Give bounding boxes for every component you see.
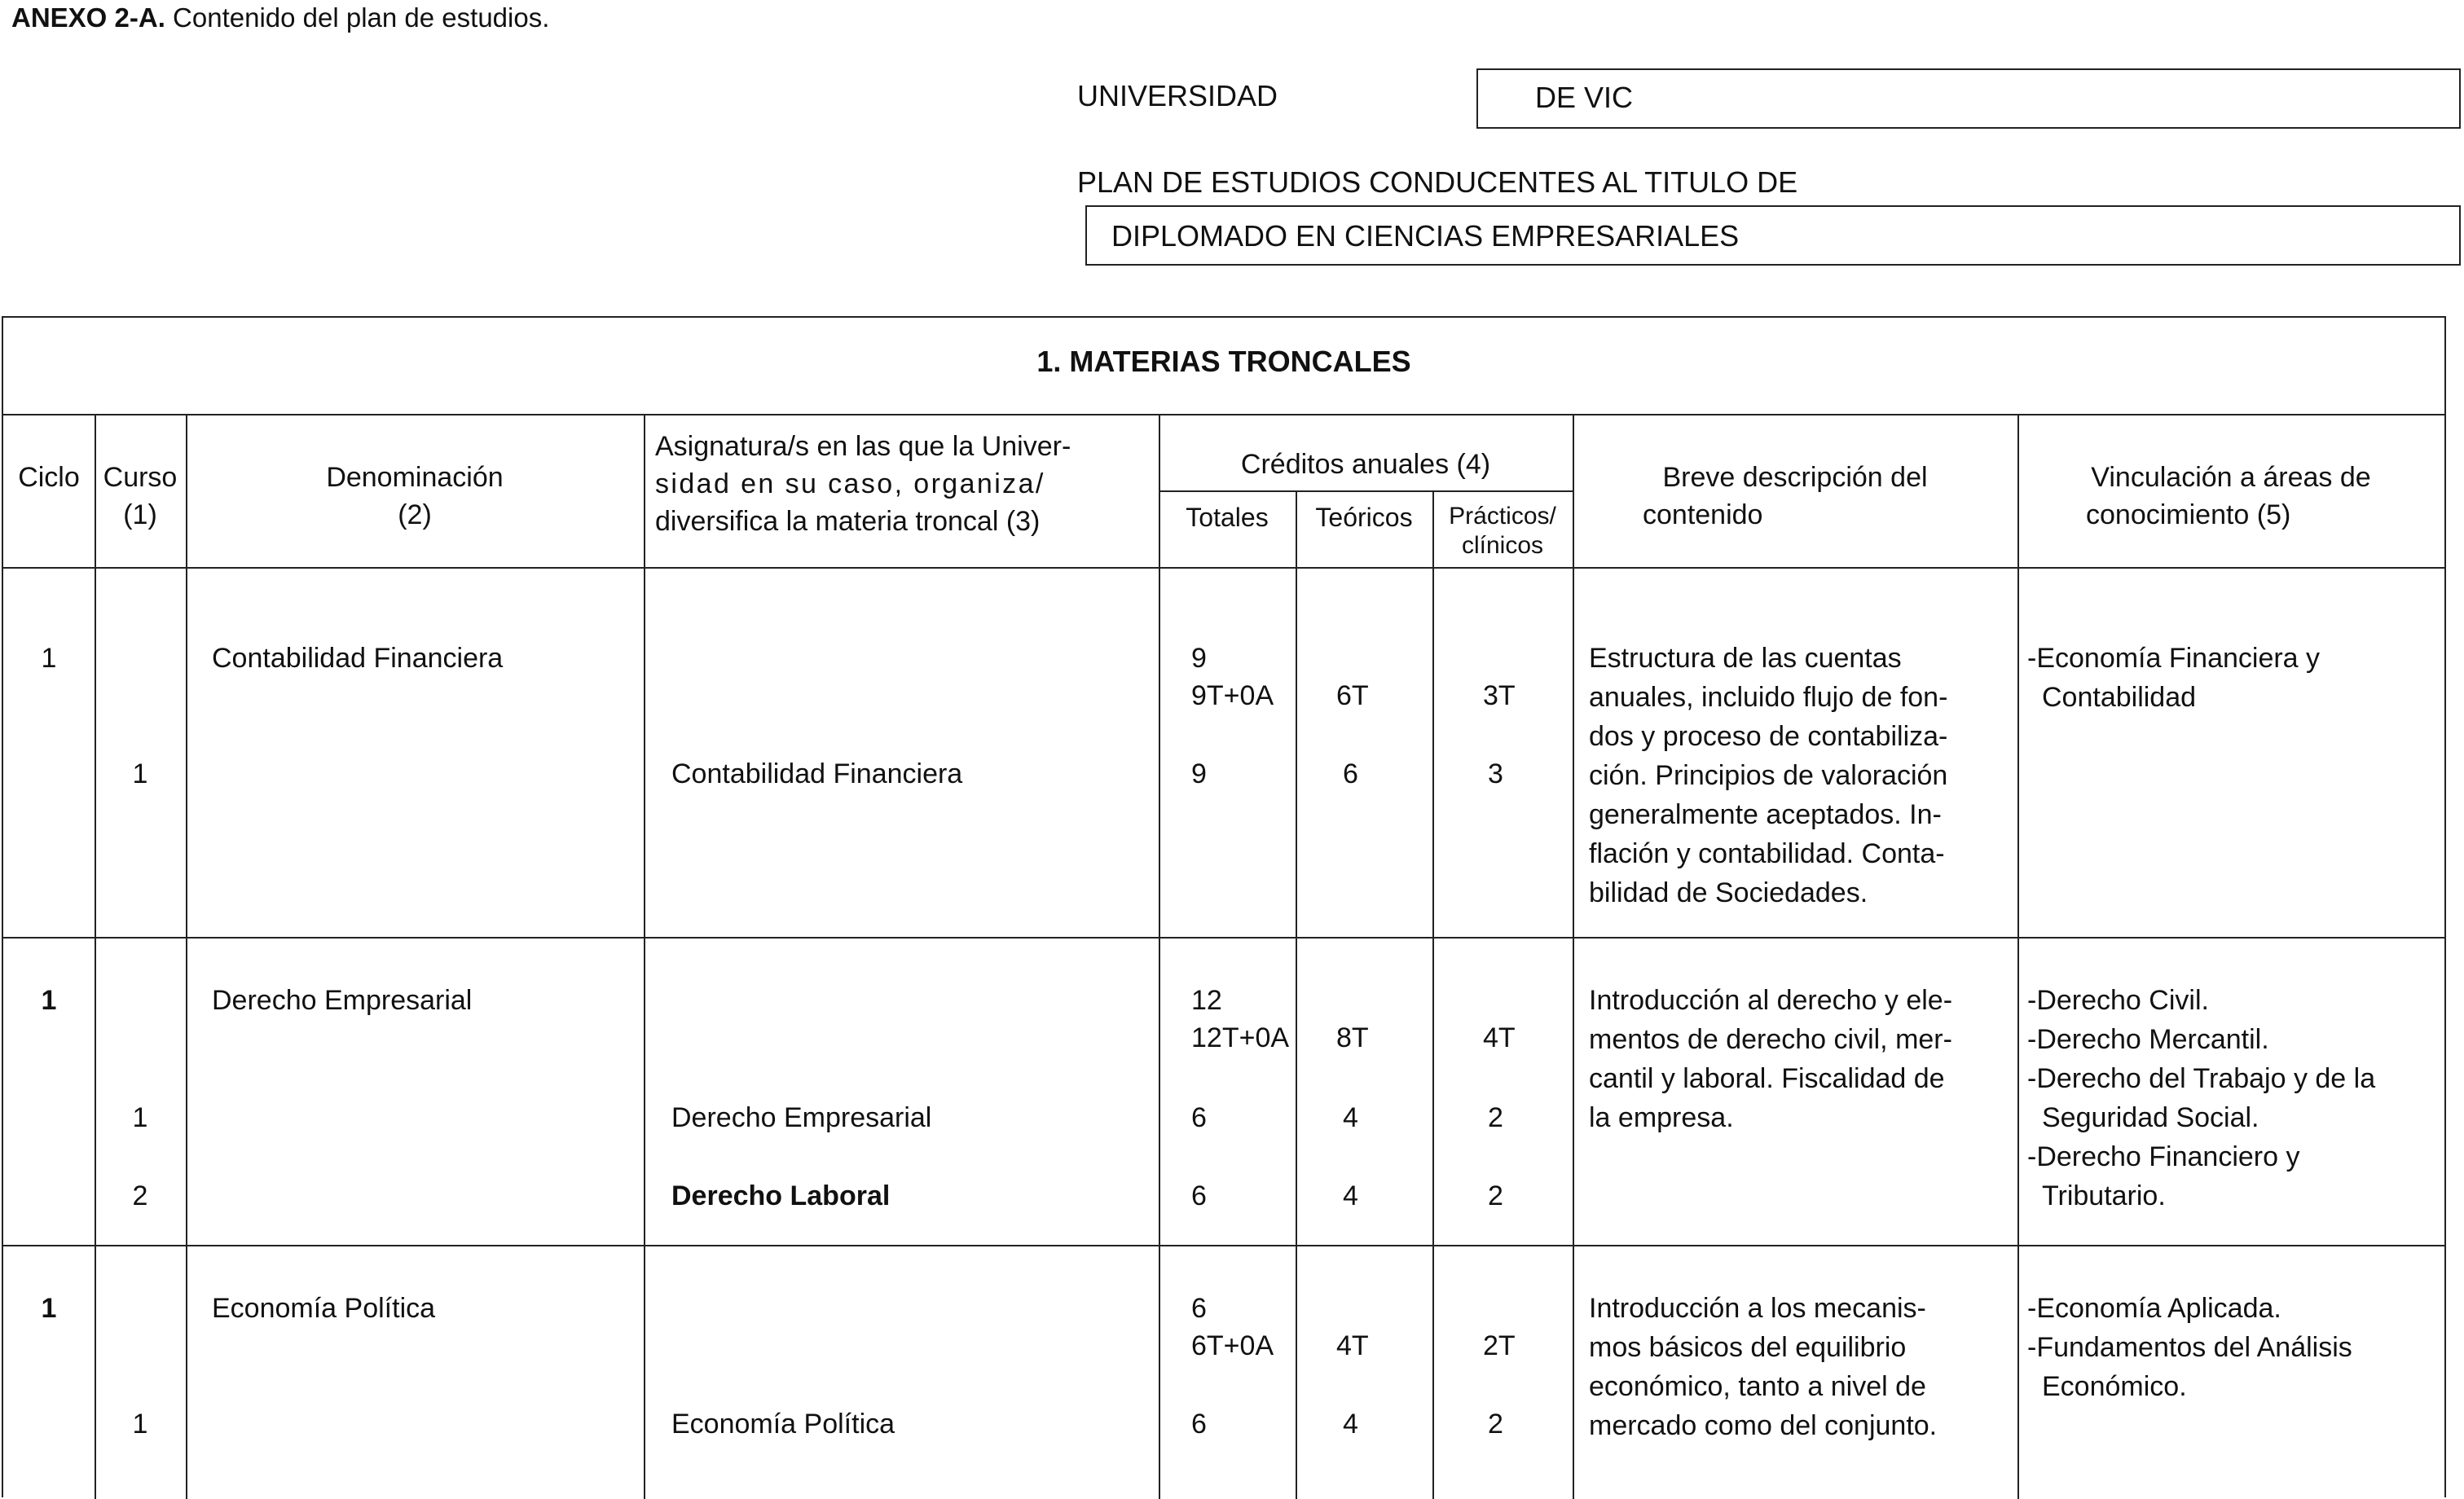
row2-descripcion (1589, 981, 2004, 1137)
col-rule-practicos (1573, 414, 1574, 1499)
row1-area-line: Contabilidad (2042, 682, 2197, 713)
col-rule-ciclo (95, 414, 96, 1499)
row1-sub1-totales: 9 (1191, 758, 1207, 789)
row1-desc-line: bilidad de Sociedades. (1589, 877, 1868, 908)
university-label: UNIVERSIDAD (1077, 79, 1278, 112)
row2-sub1-practicos: 2 (1488, 1102, 1503, 1133)
row3-sub1-asignatura: Economía Política (671, 1409, 895, 1440)
row3-descripcion (1589, 1289, 2004, 1445)
row-divider-2 (3, 1245, 2444, 1246)
row2-total-a: 12 (1191, 985, 1222, 1016)
row1-denominacion: Contabilidad Financiera (212, 643, 504, 674)
header-asignatura-line1: Asignatura/s en las que la Univer- (655, 431, 1071, 462)
row1-sub1-asignatura: Contabilidad Financiera (671, 758, 963, 789)
header-asignatura-line2: sidad en su caso, organiza/ (655, 468, 1045, 499)
header-clinicos: clínicos (1461, 532, 1544, 559)
row2-areas (2027, 981, 2375, 1215)
header-vinculacion-note: conocimiento (5) (2086, 499, 2291, 530)
row1-total-b: 9T+0A (1191, 680, 1274, 711)
row1-sub1-teoricos: 6 (1343, 758, 1358, 789)
row3-practicos: 2T (1483, 1330, 1516, 1361)
header-totales: Totales (1186, 503, 1269, 532)
row3-areas (2027, 1289, 2352, 1406)
header-denominacion-note: (2) (398, 499, 432, 530)
row3-total-b: 6T+0A (1191, 1330, 1274, 1361)
row2-area-line: Tributario. (2042, 1180, 2166, 1211)
row2-area-line: -Derecho del Trabajo y de la (2027, 1063, 2376, 1094)
degree-value: DIPLOMADO EN CIENCIAS EMPRESARIALES (1111, 219, 1740, 253)
row2-sub1-teoricos: 4 (1343, 1102, 1358, 1133)
header-top-rule (3, 414, 2444, 415)
header-curso-note: (1) (123, 499, 157, 530)
row2-sub1-curso: 1 (132, 1102, 148, 1133)
header-ciclo: Ciclo (18, 462, 80, 493)
row3-desc-line: económico, tanto a nivel de (1589, 1371, 1926, 1402)
row3-ciclo: 1 (41, 1293, 57, 1324)
annex-title-text: Contenido del plan de estudios. (173, 2, 550, 33)
row2-total-b: 12T+0A (1191, 1022, 1290, 1053)
row3-area-line: -Fundamentos del Análisis (2027, 1332, 2352, 1363)
header-bottom-rule (3, 567, 2444, 569)
row2-desc-line: mentos de derecho civil, mer- (1589, 1024, 1952, 1055)
row2-sub2-asignatura: Derecho Laboral (671, 1180, 891, 1211)
section-title: 1. MATERIAS TRONCALES (1036, 345, 1411, 378)
row1-desc-line: anuales, incluido flujo de fon- (1589, 682, 1948, 713)
university-value: DE VIC (1535, 81, 1634, 114)
row2-area-line: Seguridad Social. (2042, 1102, 2259, 1133)
header-creditos: Créditos anuales (4) (1240, 449, 1491, 480)
row2-sub2-totales: 6 (1191, 1180, 1207, 1211)
row2-sub1-totales: 6 (1191, 1102, 1207, 1133)
row1-desc-line: generalmente aceptados. In- (1589, 799, 1942, 830)
row2-desc-line: Introducción al derecho y ele- (1589, 985, 1953, 1016)
annex-prefix: ANEXO 2-A. (11, 2, 165, 33)
row3-sub1-totales: 6 (1191, 1409, 1207, 1440)
row2-area-line: -Derecho Financiero y (2027, 1141, 2300, 1172)
row2-desc-line: la empresa. (1589, 1102, 1734, 1133)
row1-areas (2027, 639, 2320, 717)
col-rule-asignatura (1159, 414, 1160, 1499)
col-rule-denominacion (644, 414, 645, 1499)
row3-area-line: -Economía Aplicada. (2027, 1293, 2281, 1324)
row1-descripcion (1589, 639, 2004, 912)
row2-practicos: 4T (1483, 1022, 1516, 1053)
subjects-table (2, 316, 2446, 1497)
header-teoricos: Teóricos (1315, 503, 1413, 532)
row3-desc-line: mercado como del conjunto. (1589, 1410, 1938, 1441)
row2-area-line: -Derecho Mercantil. (2027, 1024, 2269, 1055)
col-rule-teoricos (1432, 490, 1434, 1499)
row2-sub2-curso: 2 (132, 1180, 148, 1211)
row1-desc-line: flación y contabilidad. Conta- (1589, 838, 1945, 869)
row2-sub2-teoricos: 4 (1343, 1180, 1358, 1211)
row1-teoricos: 6T (1336, 680, 1369, 711)
col-rule-descripcion (2017, 414, 2019, 1499)
row1-sub1-curso: 1 (132, 758, 148, 789)
row2-sub2-practicos: 2 (1488, 1180, 1503, 1211)
university-field (1476, 68, 2461, 129)
row3-total-a: 6 (1191, 1293, 1207, 1324)
row1-sub1-practicos: 3 (1488, 758, 1503, 789)
plan-label: PLAN DE ESTUDIOS CONDUCENTES AL TITULO DE (1077, 165, 1798, 199)
row3-sub1-practicos: 2 (1488, 1409, 1503, 1440)
header-practicos: Prácticos/ (1449, 503, 1556, 530)
row1-desc-line: dos y proceso de contabiliza- (1589, 721, 1948, 752)
row3-desc-line: mos básicos del equilibrio (1589, 1332, 1907, 1363)
row3-teoricos: 4T (1336, 1330, 1369, 1361)
header-curso: Curso (103, 462, 178, 493)
row1-area-line: -Economía Financiera y (2027, 643, 2321, 674)
header-vinculacion: Vinculación a áreas de (2091, 462, 2371, 493)
row1-ciclo: 1 (41, 643, 57, 674)
row2-teoricos: 8T (1336, 1022, 1369, 1053)
row2-sub1-asignatura: Derecho Empresarial (671, 1102, 932, 1133)
row1-total-a: 9 (1191, 643, 1207, 674)
row2-desc-line: cantil y laboral. Fiscalidad de (1589, 1063, 1945, 1094)
header-descripcion: Breve descripción del (1662, 462, 1928, 493)
header-asignatura-line3: diversifica la materia troncal (3) (655, 506, 1041, 537)
degree-field (1085, 205, 2461, 266)
row2-area-line: -Derecho Civil. (2027, 985, 2209, 1016)
row3-desc-line: Introducción a los mecanis- (1589, 1293, 1926, 1324)
row3-area-line: Económico. (2042, 1371, 2187, 1402)
header-denominacion: Denominación (326, 462, 504, 493)
row2-ciclo: 1 (41, 985, 57, 1016)
row3-sub1-teoricos: 4 (1343, 1409, 1358, 1440)
col-rule-totales (1296, 490, 1297, 1499)
row1-practicos: 3T (1483, 680, 1516, 711)
row3-sub1-curso: 1 (132, 1409, 148, 1440)
header-descripcion-note: contenido (1643, 499, 1763, 530)
col-rule-curso (186, 414, 187, 1499)
row1-desc-line: ción. Principios de valoración (1589, 760, 1948, 791)
row3-denominacion: Economía Política (212, 1293, 436, 1324)
row2-denominacion: Derecho Empresarial (212, 985, 473, 1016)
row1-desc-line: Estructura de las cuentas (1589, 643, 1902, 674)
row-divider-1 (3, 937, 2444, 939)
credits-subheader-rule (1159, 490, 1573, 492)
annex-title (11, 0, 549, 36)
